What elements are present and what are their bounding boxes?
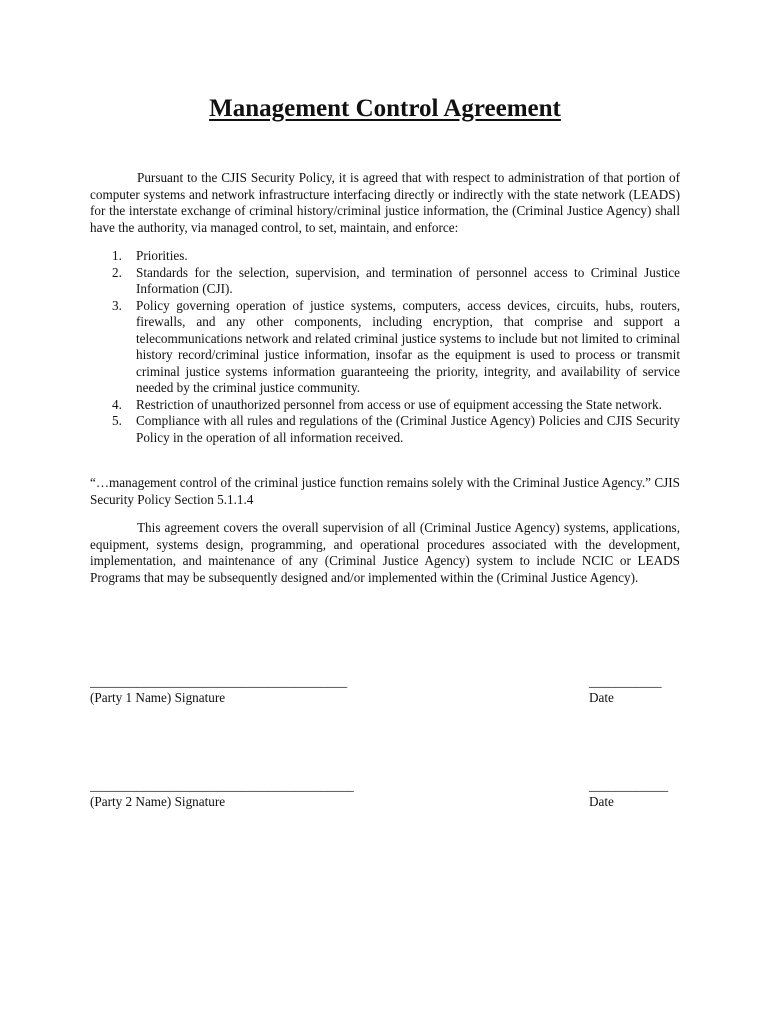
list-item-text: Compliance with all rules and regulations of the (Criminal Justice Agency) Policies and CJIS Security Policy in the operation of all information received.: [136, 413, 680, 445]
policy-quote: “…management control of the criminal justice function remains solely with the Criminal Justice Agency.” CJIS Security Policy Section 5.1.1.4: [90, 475, 680, 507]
list-item-text: Policy governing operation of justice systems, computers, access devices, circuits, hubs, routers, firewalls, and any other components, including encryption, that comprise and support a telecommunications network and related criminal justice systems to include but not limited to criminal history record/criminal justice information, insofar as the equipment is used to process or transmit criminal justice systems information guaranteeing the priority, integrity, and availability of service needed by the criminal justice community.: [136, 297, 680, 395]
party2-signature-label: (Party 2 Name) Signature: [90, 794, 226, 809]
list-item: [108, 248, 680, 265]
party1-date-label: Date: [589, 690, 614, 705]
party1-date-line[interactable]: ___________: [589, 674, 662, 689]
party1-signature-label: (Party 1 Name) Signature: [90, 690, 226, 705]
list-item-text: Restriction of unauthorized personnel from access or use of equipment accessing the State network.: [136, 396, 662, 412]
list-item-number: 2.: [112, 264, 122, 280]
party2-date-line[interactable]: ____________: [589, 778, 669, 793]
list-item: [108, 397, 680, 414]
authority-list: [108, 248, 680, 446]
list-item: [108, 265, 680, 298]
list-item: [108, 413, 680, 446]
list-item: [108, 298, 680, 397]
list-item-number: 1.: [112, 248, 122, 263]
party2-signature-line[interactable]: ________________________________________: [90, 778, 354, 793]
page-title: Management Control Agreement: [209, 95, 561, 122]
list-item-number: 5.: [112, 413, 122, 428]
list-item-number: 4.: [112, 396, 122, 412]
intro-paragraph: Pursuant to the CJIS Security Policy, it is agreed that with respect to administration of that portion of computer systems and network infrastructure interfacing directly or indirectly with the state network (LEADS) for the interstate exchange of criminal history/criminal justice information, the (Criminal Justice Agency) shall have the authority, via managed control, to set, maintain, and enforce:: [90, 170, 680, 235]
party2-date-label: Date: [589, 794, 614, 809]
coverage-paragraph: This agreement covers the overall supervision of all (Criminal Justice Agency) systems, applications, equipment, systems design, programming, and operational procedures associated with the development, implementation, and maintenance of any (Criminal Justice Agency) system to include NCIC or LEADS Programs that may be subsequently designed and/or implemented within the (Criminal Justice Agency).: [90, 520, 680, 585]
list-item-text: Priorities.: [136, 248, 188, 263]
list-item-number: 3.: [112, 297, 122, 313]
list-item-text: Standards for the selection, supervision, and termination of personnel access to Criminal Justice Information (CJI).: [136, 264, 680, 296]
party1-signature-line[interactable]: _______________________________________: [90, 674, 348, 689]
